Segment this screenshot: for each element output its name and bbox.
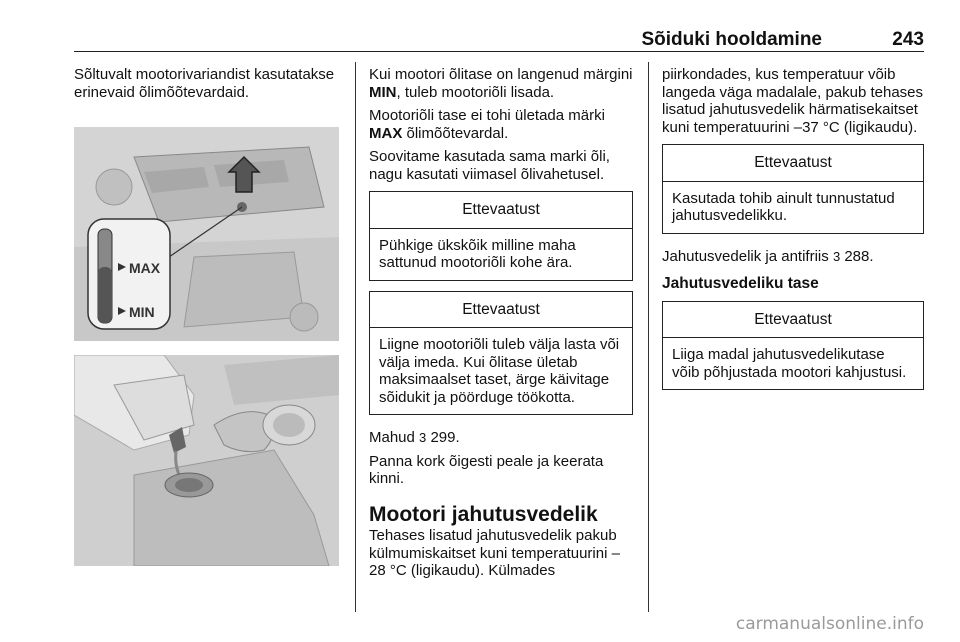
warning-title: Ettevaatust <box>663 145 923 182</box>
oil-min-paragraph: Kui mootori õlitase on langenud märgini MIN, tuleb mootoriõli lisada. <box>369 66 633 101</box>
oil-brand-paragraph: Soovitame kasutada sama marki õli, nagu kasutati viimasel õlivahetusel. <box>369 148 610 183</box>
page-reference-icon: 3 <box>832 248 841 264</box>
header-title: Sõiduki hooldamine <box>641 29 822 50</box>
subsection-heading: Jahutusvedeliku tase <box>662 275 819 292</box>
page-reference-icon: 3 <box>419 430 427 445</box>
warning-text: Pühkige ükskõik milline maha sattunud mootoriõli kohe ära. <box>379 236 576 271</box>
section-heading: Mootori jahutusvedelik <box>369 502 598 526</box>
capacity-reference[interactable]: Mahud 3 299. <box>369 429 460 446</box>
warning-box <box>369 291 633 416</box>
oil-max-paragraph: Mootoriõli tase ei tohi ületada märki MAX õlimõõtevardal. <box>369 107 605 142</box>
warning-box <box>662 301 924 391</box>
column-divider <box>648 62 649 612</box>
frost-paragraph: piirkondades, kus temperatuur võib langeda väga madalale, pakub tehases lisatud jahutusvedelik härmatisekaitset kuni temperatuurini –37 °C (ligikaudu). <box>662 66 924 136</box>
antifreeze-reference[interactable]: Jahutusvedelik ja antifriis 3 288. <box>662 247 874 265</box>
warning-title: Ettevaatust <box>663 302 923 339</box>
warning-text: Liiga madal jahutusvedelikutase võib põhjustada mootori kahjustusi. <box>672 346 907 381</box>
page-number: 243 <box>892 29 924 50</box>
column-divider <box>355 62 356 612</box>
watermark: carmanualsonline.info <box>735 614 924 634</box>
cap-paragraph: Panna kork õigesti peale ja keerata kinni. <box>369 452 604 487</box>
column-3 <box>662 66 924 400</box>
column-1 <box>74 66 344 107</box>
warning-text: Liigne mootoriõli tuleb välja lasta või välja imeda. Kui õlitase ületab maksimaalset taset, ärge käivitage sõidukit ja pöörduge töökotta. <box>379 336 620 406</box>
oil-filling-figure <box>74 355 339 566</box>
dipstick-figure <box>74 127 339 341</box>
column-2 <box>369 66 633 586</box>
warning-title: Ettevaatust <box>370 292 632 329</box>
warning-title: Ettevaatust <box>370 192 632 229</box>
max-label: MAX <box>129 260 161 276</box>
page-header <box>74 28 924 52</box>
warning-box <box>369 191 633 281</box>
coolant-paragraph: Tehases lisatud jahutusvedelik pakub külmumiskaitset kuni temperatuurini –28 °C (ligikaudu). Külmades <box>369 527 620 579</box>
warning-box <box>662 144 924 234</box>
intro-text: Sõltuvalt mootorivariandist kasutatakse erinevaid õlimõõtevardaid. <box>74 66 335 101</box>
warning-text: Kasutada tohib ainult tunnustatud jahutusvedelikku. <box>672 189 895 224</box>
min-label: MIN <box>129 304 155 320</box>
